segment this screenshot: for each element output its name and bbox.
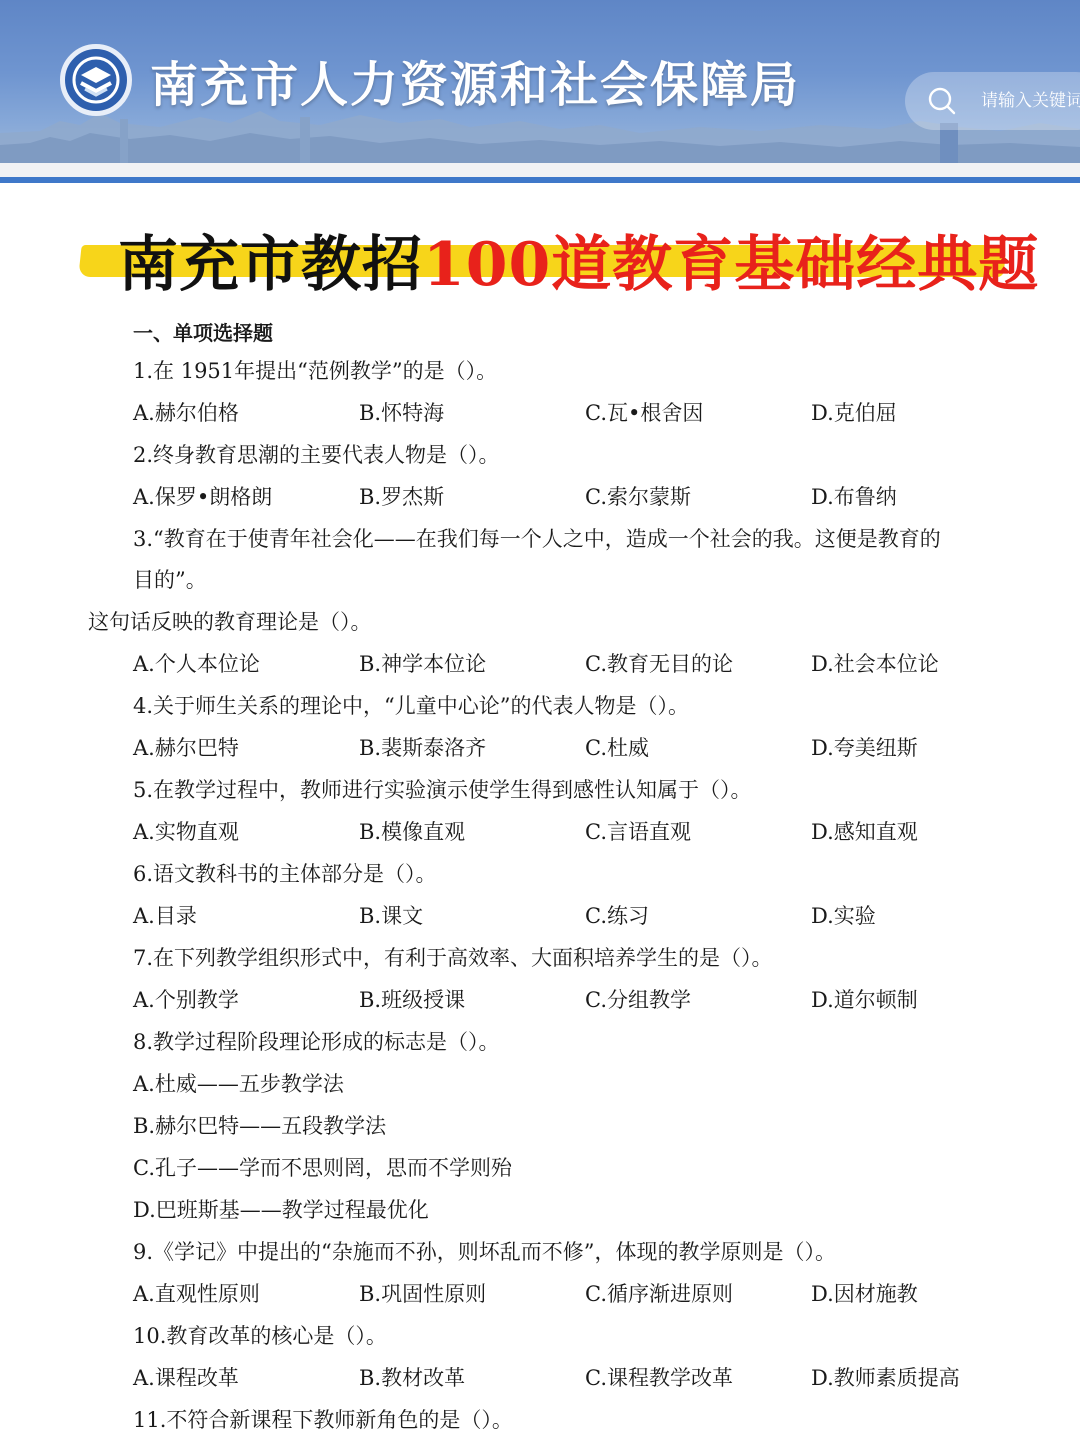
- document-title-block: [0, 205, 1080, 300]
- option-c: C.分组教学: [585, 988, 691, 1012]
- question-text: 1.在 1951年提出“范例教学”的是（）。: [133, 359, 498, 383]
- option-c: C.课程教学改革: [585, 1366, 733, 1390]
- title-part-red: 100道教育基础经典题: [423, 230, 1040, 300]
- option-b: B.怀特海: [359, 401, 445, 425]
- option-c: C.教育无目的论: [585, 652, 733, 676]
- option-c: C.练习: [585, 904, 649, 928]
- question-text: 6.语文教科书的主体部分是（）。: [133, 862, 437, 886]
- option-d: D.道尔顿制: [811, 988, 918, 1012]
- option-b: B.模像直观: [359, 820, 466, 844]
- option-c: C.言语直观: [585, 820, 691, 844]
- option-d: D.社会本位论: [811, 652, 939, 676]
- question-text: 3.“教育在于使青年社会化——在我们每一个人之中，造成一个社会的我。这便是教育的: [133, 527, 941, 551]
- option-d: D.感知直观: [811, 820, 918, 844]
- question-text: 11.不符合新课程下教师新角色的是（）。: [133, 1408, 513, 1432]
- bureau-logo-icon[interactable]: [60, 44, 132, 116]
- option-a: A.赫尔伯格: [133, 401, 239, 425]
- question-text-continued: 目的”。: [133, 568, 207, 592]
- header-accent-line: [0, 177, 1080, 183]
- option-b: B.神学本位论: [359, 652, 487, 676]
- option-d: D.实验: [811, 904, 876, 928]
- option-d: D.巴班斯基——教学过程最优化: [133, 1198, 429, 1222]
- option-b: B.班级授课: [359, 988, 466, 1012]
- question-text: 5.在教学过程中，教师进行实验演示使学生得到感性认知属于（）。: [133, 778, 752, 802]
- option-c: C.索尔蒙斯: [585, 485, 691, 509]
- option-a: A.赫尔巴特: [133, 736, 239, 760]
- option-d: D.夸美纽斯: [811, 736, 918, 760]
- option-b: B.裴斯泰洛齐: [359, 736, 487, 760]
- option-a: A.保罗•朗格朗: [133, 485, 273, 509]
- site-header-banner: [0, 0, 1080, 163]
- question-text: 10.教育改革的核心是（）。: [133, 1324, 387, 1348]
- question-text: 4.关于师生关系的理论中，“儿童中心论”的代表人物是（）。: [133, 694, 690, 718]
- option-a: A.杜威——五步教学法: [133, 1072, 344, 1096]
- option-b: B.课文: [359, 904, 424, 928]
- header-divider: [0, 163, 1080, 177]
- option-a: A.个人本位论: [133, 652, 260, 676]
- option-b: B.巩固性原则: [359, 1282, 487, 1306]
- search-input[interactable]: [981, 91, 1080, 111]
- option-a: A.个别教学: [133, 988, 239, 1012]
- option-a: A.目录: [133, 904, 197, 928]
- option-d: D.布鲁纳: [811, 485, 897, 509]
- option-a: A.课程改革: [133, 1366, 239, 1390]
- option-a: A.直观性原则: [133, 1282, 260, 1306]
- option-c: C.瓦•根舍因: [585, 401, 704, 425]
- option-c: C.杜威: [585, 736, 649, 760]
- question-text: 8.教学过程阶段理论形成的标志是（）。: [133, 1030, 500, 1054]
- option-d: D.教师素质提高: [811, 1366, 960, 1390]
- option-b: B.罗杰斯: [359, 485, 445, 509]
- option-c: C.循序渐进原则: [585, 1282, 733, 1306]
- option-b: B.赫尔巴特——五段教学法: [133, 1114, 387, 1138]
- search-box[interactable]: [905, 72, 1080, 130]
- search-icon[interactable]: [927, 86, 957, 116]
- title-part-black: 南充市教招: [118, 230, 423, 300]
- section-heading: 一、单项选择题: [133, 321, 273, 345]
- question-text: 2.终身教育思潮的主要代表人物是（）。: [133, 443, 500, 467]
- site-title[interactable]: 南充市人力资源和社会保障局: [150, 57, 801, 113]
- option-c: C.孔子——学而不思则罔，思而不学则殆: [133, 1156, 512, 1180]
- document-title: [118, 217, 1039, 303]
- question-text-continued: 这句话反映的教育理论是（）。: [88, 610, 372, 634]
- option-d: D.因材施教: [811, 1282, 918, 1306]
- option-d: D.克伯屈: [811, 401, 897, 425]
- option-a: A.实物直观: [133, 820, 239, 844]
- option-b: B.教材改革: [359, 1366, 466, 1390]
- question-text: 7.在下列教学组织形式中，有利于高效率、大面积培养学生的是（）。: [133, 946, 773, 970]
- question-text: 9.《学记》中提出的“杂施而不孙，则坏乱而不修”，体现的教学原则是（）。: [133, 1240, 837, 1264]
